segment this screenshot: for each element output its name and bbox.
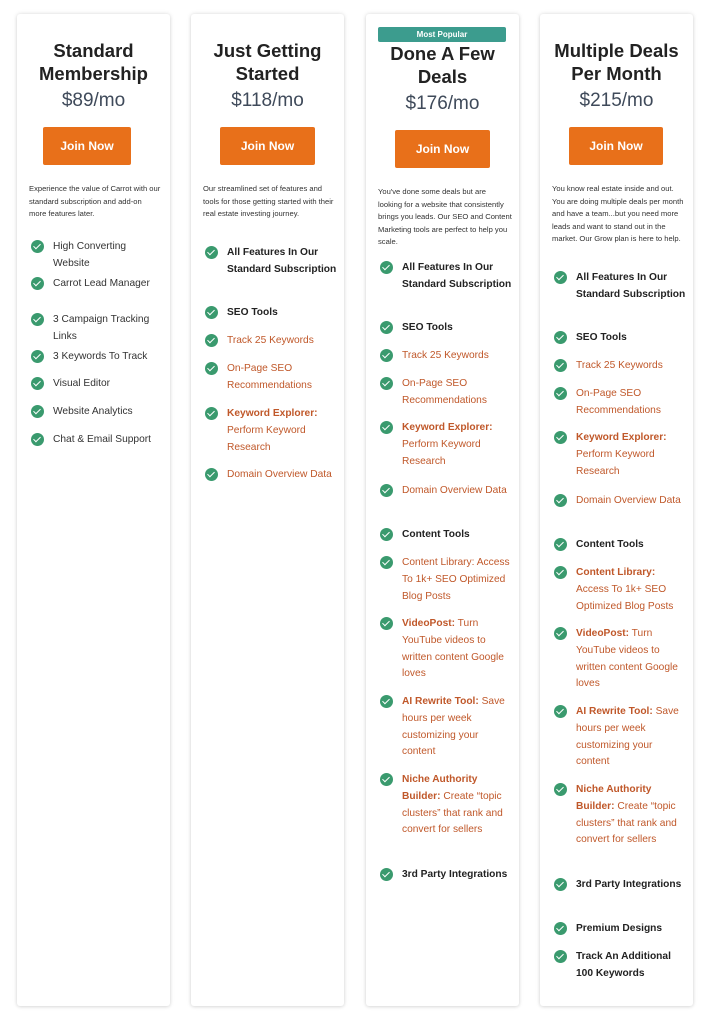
feature-text: Track 25 Keywords: [227, 335, 314, 346]
plan-card-done-a-few-deals: [366, 14, 519, 1006]
check-circle-icon: [554, 705, 567, 718]
feature-item: [554, 626, 688, 693]
check-circle-icon: [380, 261, 393, 274]
check-circle-icon: [380, 484, 393, 497]
feature-text: Website Analytics: [53, 406, 133, 417]
check-circle-icon: [554, 878, 567, 891]
feature-text: Content Library: Access To 1k+ SEO Optimized Blog Posts: [402, 557, 510, 602]
check-circle-icon: [554, 627, 567, 640]
feature-detail: Perform Keyword Research: [576, 448, 655, 477]
check-circle-icon: [31, 277, 44, 290]
check-circle-icon: [31, 405, 44, 418]
feature-text: SEO Tools: [227, 307, 278, 318]
check-circle-icon: [380, 528, 393, 541]
feature-item: [380, 772, 514, 839]
check-circle-icon: [380, 617, 393, 630]
feature-text: All Features In Our Standard Subscription: [576, 272, 686, 300]
feature-item: [380, 616, 514, 683]
check-circle-icon: [31, 433, 44, 446]
feature-item: [205, 245, 339, 279]
check-circle-icon: [205, 306, 218, 319]
feature-item: [31, 404, 165, 421]
feature-text: [227, 406, 339, 456]
check-circle-icon: [554, 431, 567, 444]
feature-text: On-Page SEO Recommendations: [227, 363, 312, 391]
check-circle-icon: [205, 362, 218, 375]
feature-text: [402, 694, 514, 761]
feature-text: [402, 616, 514, 683]
feature-text: Domain Overview Data: [576, 495, 681, 506]
feature-item: [31, 349, 165, 366]
feature-text: SEO Tools: [576, 332, 627, 343]
feature-item: [554, 704, 688, 771]
check-circle-icon: [31, 240, 44, 253]
feature-item: [380, 527, 514, 544]
check-circle-icon: [380, 421, 393, 434]
plan-title: Done A Few Deals: [390, 43, 495, 87]
check-circle-icon: [205, 246, 218, 259]
plan-price: $215/mo: [579, 90, 654, 111]
feature-item: [554, 358, 688, 375]
feature-text: Track 25 Keywords: [402, 350, 489, 361]
feature-item: [554, 949, 688, 983]
feature-detail: Save hours per week customizing your content: [576, 706, 679, 768]
feature-text: Chat & Email Support: [53, 434, 151, 445]
plan-price: $89/mo: [61, 90, 126, 111]
feature-text: 3rd Party Integrations: [402, 869, 508, 880]
feature-detail: Access To 1k+ SEO Optimized Blog Posts: [576, 583, 674, 612]
check-circle-icon: [554, 538, 567, 551]
join-now-button[interactable]: Join Now: [395, 130, 490, 168]
check-circle-icon: [380, 556, 393, 569]
check-circle-icon: [554, 494, 567, 507]
check-circle-icon: [31, 313, 44, 326]
feature-text: Track 25 Keywords: [576, 360, 663, 371]
check-circle-icon: [31, 377, 44, 390]
feature-item: [554, 430, 688, 480]
feature-text: 3 Campaign Tracking Links: [53, 314, 150, 342]
feature-detail: Perform Keyword Research: [227, 424, 306, 453]
check-circle-icon: [554, 783, 567, 796]
feature-item: [380, 376, 514, 410]
feature-detail: Create “topic clusters” that rank and convert for sellers: [402, 790, 503, 836]
feature-highlight: AI Rewrite Tool:: [402, 696, 479, 707]
check-circle-icon: [554, 950, 567, 963]
feature-item: [380, 694, 514, 761]
feature-text: [576, 626, 688, 693]
feature-item: [554, 330, 688, 347]
plan-title: Just Getting Started: [213, 40, 322, 84]
check-circle-icon: [554, 271, 567, 284]
feature-item: [31, 432, 165, 449]
feature-item: [380, 320, 514, 337]
feature-item: [31, 239, 165, 273]
feature-item: [31, 276, 165, 293]
feature-item: [380, 483, 514, 500]
feature-item: [554, 270, 688, 304]
feature-text: Track An Additional 100 Keywords: [576, 951, 671, 979]
plan-title: Standard Membership: [39, 40, 148, 84]
feature-item: [380, 260, 514, 294]
check-circle-icon: [205, 407, 218, 420]
check-circle-icon: [554, 387, 567, 400]
plan-title: Multiple Deals Per Month: [554, 40, 679, 84]
feature-item: [380, 555, 514, 605]
feature-text: [402, 420, 514, 470]
plan-description: You know real estate inside and out. You are doing multiple deals per month and have a team...but you need more leads and want to stand out in the market. Our Grow plan is here to help.: [552, 184, 684, 243]
check-circle-icon: [205, 468, 218, 481]
feature-item: [205, 333, 339, 350]
check-circle-icon: [205, 334, 218, 347]
check-circle-icon: [380, 321, 393, 334]
feature-item: [554, 537, 688, 554]
feature-text: [576, 704, 688, 771]
check-circle-icon: [380, 695, 393, 708]
feature-text: All Features In Our Standard Subscription: [402, 262, 512, 290]
feature-item: [380, 867, 514, 884]
feature-item: [205, 406, 339, 456]
check-circle-icon: [380, 349, 393, 362]
feature-text: Domain Overview Data: [402, 485, 507, 496]
feature-highlight: Keyword Explorer:: [227, 408, 318, 419]
feature-item: [31, 376, 165, 393]
feature-item: [554, 921, 688, 938]
check-circle-icon: [380, 868, 393, 881]
feature-text: Visual Editor: [53, 378, 111, 389]
feature-highlight: VideoPost:: [402, 618, 456, 629]
check-circle-icon: [554, 566, 567, 579]
feature-detail: Turn YouTube videos to written content Google loves: [402, 618, 504, 680]
plan-price: $118/mo: [231, 90, 304, 111]
feature-detail: Turn YouTube videos to written content Google loves: [576, 628, 678, 690]
feature-highlight: Niche Authority Builder:: [402, 774, 478, 802]
feature-item: [554, 493, 688, 510]
feature-text: High Converting Website: [53, 241, 127, 269]
plan-description: You've done some deals but are looking for a website that consistently brings you leads. Our SEO and Content Marketing tools are perfect to help you scale.: [378, 187, 512, 246]
join-now-button[interactable]: Join Now: [220, 127, 315, 165]
feature-text: Domain Overview Data: [227, 469, 332, 480]
plan-card-standard-membership: [17, 14, 170, 1006]
feature-item: [554, 386, 688, 420]
feature-text: Carrot Lead Manager: [53, 278, 150, 289]
feature-item: [380, 348, 514, 365]
feature-text: [576, 430, 688, 480]
feature-item: [205, 361, 339, 395]
plan-price: $176/mo: [405, 93, 480, 114]
check-circle-icon: [31, 350, 44, 363]
feature-text: Content Tools: [402, 529, 470, 540]
plan-description: Our streamlined set of features and tools for those getting started with their real estate investing journey.: [203, 184, 334, 218]
feature-text: 3 Keywords To Track: [53, 351, 148, 362]
check-circle-icon: [554, 359, 567, 372]
plan-card-multiple-deals-per-month: [540, 14, 693, 1006]
feature-detail: Save hours per week customizing your content: [402, 696, 505, 758]
feature-item: [554, 565, 688, 615]
feature-text: Content Tools: [576, 539, 644, 550]
join-now-button[interactable]: Join Now: [569, 127, 663, 165]
plan-description: Experience the value of Carrot with our standard subscription and add-on more features later.: [29, 184, 161, 218]
feature-highlight: VideoPost:: [576, 628, 630, 639]
feature-text: All Features In Our Standard Subscription: [227, 247, 337, 275]
feature-item: [380, 420, 514, 470]
feature-text: [402, 772, 514, 839]
join-now-button[interactable]: Join Now: [43, 127, 131, 165]
feature-highlight: Keyword Explorer:: [402, 422, 493, 433]
feature-highlight: AI Rewrite Tool:: [576, 706, 653, 717]
feature-text: [576, 565, 688, 615]
feature-item: [31, 312, 165, 346]
check-circle-icon: [380, 773, 393, 786]
plan-card-just-getting-started: [191, 14, 344, 1006]
check-circle-icon: [554, 922, 567, 935]
check-circle-icon: [554, 331, 567, 344]
check-circle-icon: [380, 377, 393, 390]
feature-text: 3rd Party Integrations: [576, 879, 682, 890]
feature-text: Premium Designs: [576, 923, 663, 934]
feature-detail: Perform Keyword Research: [402, 438, 481, 467]
most-popular-badge: Most Popular: [378, 27, 506, 42]
feature-detail: Create “topic clusters” that rank and convert for sellers: [576, 800, 677, 846]
feature-item: [205, 467, 339, 484]
feature-item: [554, 877, 688, 894]
feature-highlight: Keyword Explorer:: [576, 432, 667, 443]
feature-text: SEO Tools: [402, 322, 453, 333]
feature-text: On-Page SEO Recommendations: [402, 378, 487, 406]
feature-highlight: Niche Authority Builder:: [576, 784, 652, 812]
feature-text: On-Page SEO Recommendations: [576, 388, 661, 416]
feature-item: [554, 782, 688, 849]
feature-item: [205, 305, 339, 322]
feature-text: [576, 782, 688, 849]
feature-highlight: Content Library:: [576, 567, 656, 578]
